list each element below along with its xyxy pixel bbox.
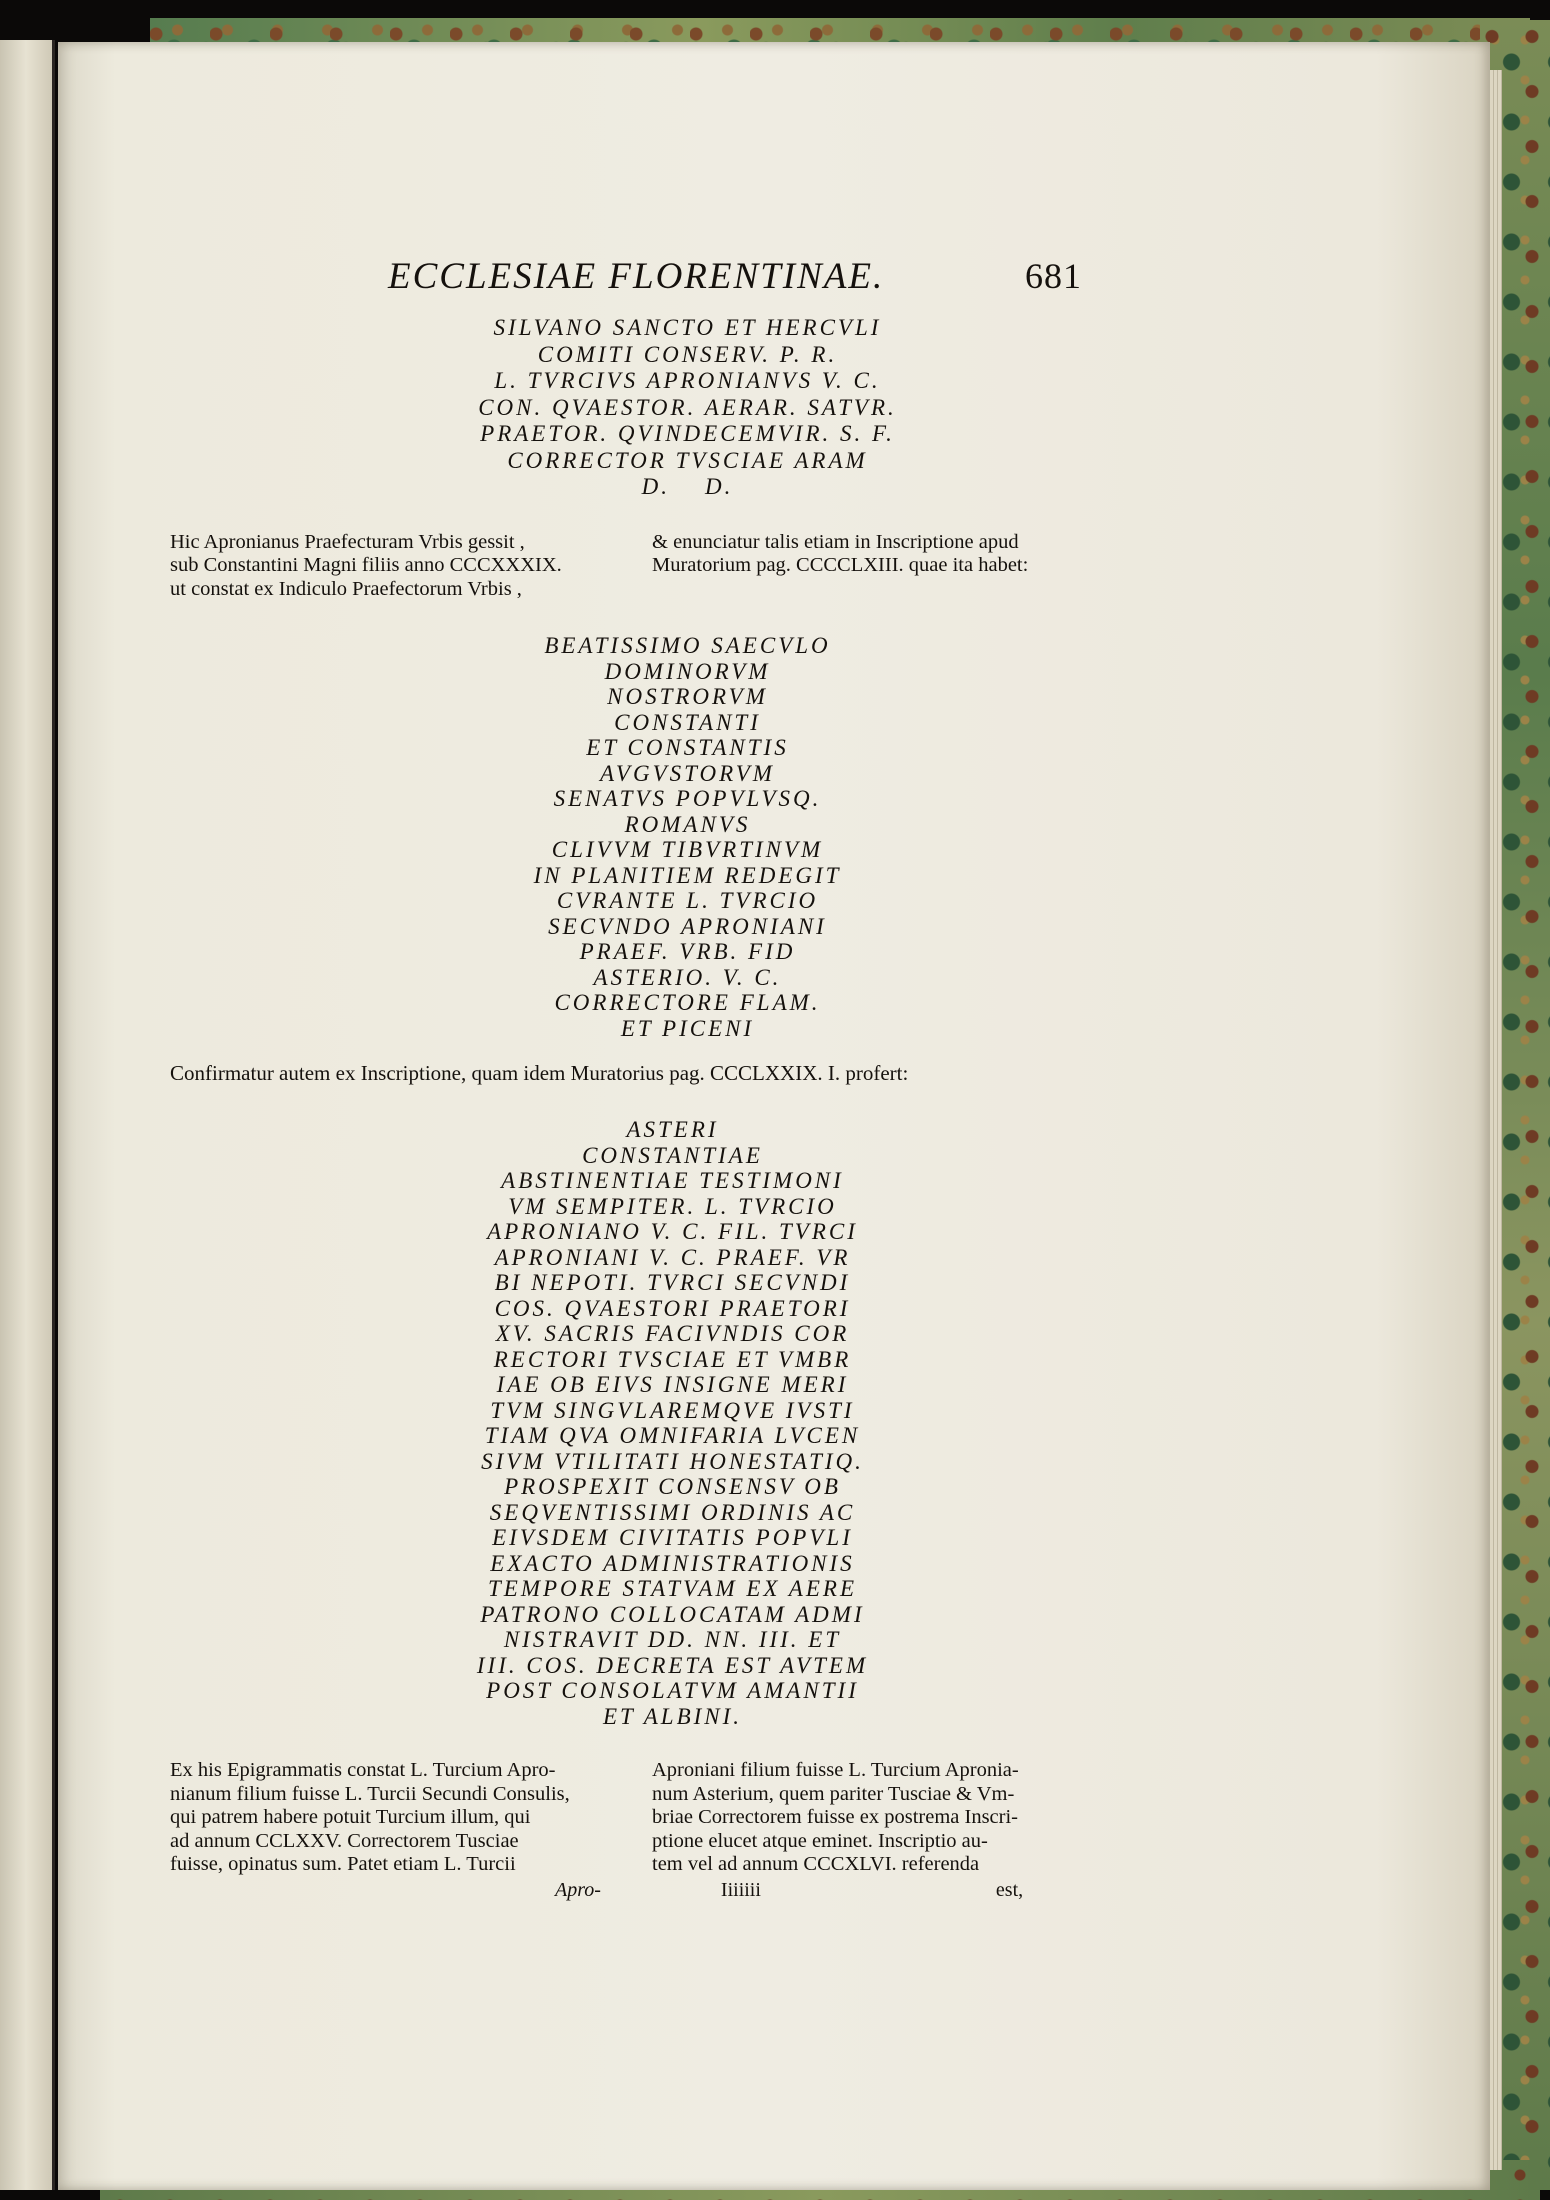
text-line: Muratorium pag. CCCCLXIII. quae ita habet: [652,554,1029,576]
signature-mark: Iiiiiii [720,1878,761,1901]
inscription-line: SECVNDO APRONIANI [548,913,827,939]
page-footer [170,1879,1120,1902]
inscription-line: III. COS. DECRETA EST AVTEM [476,1652,869,1678]
inscription-line: TIAM QVA OMNIFARIA LVCEN [484,1423,861,1448]
running-title: ECCLESIAE FLORENTINAE. [388,256,885,297]
inscription-asteri [225,1117,1120,1729]
text-line: qui patrem habere potuit Turcium illum, qui [170,1806,531,1828]
paragraph-left-column [170,531,625,602]
inscription-line: XV. SACRIS FACIVNDIS COR [495,1321,850,1346]
inscription-line: IN PLANITIEM REDEGIT [533,862,842,888]
inscription-line: PRAETOR. QVINDECEMVIR. S. F. [480,421,895,446]
inscription-line: CON. QVAESTOR. AERAR. SATVR. [478,394,897,420]
text-line: ut constat ex Indiculo Praefectorum Vrbis , [170,577,522,600]
inscription-line: VM SEMPITER. L. TVRCIO [508,1193,837,1219]
inscription-line: CORRECTORE FLAM. [554,990,821,1015]
inscription-line: ET ALBINI. [602,1703,743,1729]
catchword-right: est, [995,1878,1024,1901]
paragraph-apronianus [170,531,1120,602]
text-line: briae Correctorem fuisse ex postrema Inscri- [652,1806,1019,1828]
inscription-line: COS. QVAESTORI PRAETORI [494,1295,851,1321]
inscription-line: SIVM VTILITATI HONESTATIQ. [481,1448,864,1474]
inscription-line: EIVSDEM CIVITATIS POPVLI [492,1525,853,1550]
inscription-line: PATRONO COLLOCATAM ADMI [480,1601,865,1627]
inscription-line: ASTERI [626,1117,719,1142]
paragraph-left-column [170,1759,625,1877]
inscription-line: APRONIANI V. C. PRAEF. VR [494,1244,851,1270]
text-line: Ex his Epigrammatis constat L. Turcium Apro- [170,1759,556,1781]
inscription-line: TEMPORE STATVAM EX AERE [487,1576,857,1601]
paragraph-right-column [652,531,1120,602]
inscription-line: CORRECTOR TVSCIAE ARAM [507,447,868,473]
running-head [170,255,1120,305]
inscription-line: APRONIANO V. C. FIL. TVRCI [487,1219,858,1244]
page-number: 681 [1025,256,1082,296]
inscription-line: PROSPEXIT CONSENSV OB [504,1474,841,1499]
text-line: ad annum CCLXXV. Correctorem Tusciae [170,1829,519,1852]
previous-page-edge [0,40,55,2190]
text-line: fuisse, opinatus sum. Patet etiam L. Turcii [170,1853,516,1875]
inscription-line: NISTRAVIT DD. NN. III. ET [503,1627,842,1652]
inscription-beatissimo [255,633,1120,1041]
text-line: nianum filium fuisse L. Turcii Secundi Consulis, [170,1782,570,1805]
inscription-line: CONSTANTIAE [582,1142,763,1168]
text-line: & enunciatur talis etiam in Inscriptione apud [652,530,1019,553]
inscription-line: SEQVENTISSIMI ORDINIS AC [489,1499,856,1525]
inscription-line: POST CONSOLATVM AMANTII [486,1678,859,1703]
inscription-line: CONSTANTI [614,709,761,735]
text-line: Hic Apronianus Praefecturam Vrbis gessit , [170,530,525,553]
paragraph-right-column [652,1759,1120,1877]
inscription-line: BEATISSIMO SAECVLO [544,633,831,658]
inscription-line: AVGVSTORVM [600,760,775,786]
inscription-line: DOMINORVM [604,658,771,684]
inscription-line: EXACTO ADMINISTRATIONIS [490,1550,855,1576]
inscription-line: SILVANO SANCTO ET HERCVLI [493,315,882,340]
text-line: Aproniani filium fuisse L. Turcium Apronia- [652,1759,1019,1781]
inscription-line: NOSTRORVM [607,684,768,709]
inscription-line: TVM SINGVLAREMQVE IVSTI [490,1397,855,1423]
inscription-line: ABSTINENTIAE TESTIMONI [501,1168,844,1193]
inscription-line: PRAEF. VRB. FID [579,939,796,964]
text-line: ptione elucet atque eminet. Inscriptio au- [652,1829,988,1852]
page-content [170,255,1120,1902]
inscription-line: ASTERIO. V. C. [593,964,782,990]
inscription-line: CVRANTE L. TVRCIO [556,888,819,913]
inscription-line: CLIVVM TIBVRTINVM [551,837,824,862]
inscription-line: L. TVRCIVS APRONIANVS V. C. [494,368,881,393]
text-line: num Asterium, quem pariter Tusciae & Vm- [652,1782,1015,1805]
inscription-line: ROMANVS [624,811,751,837]
inscription-line: D. D. [641,474,734,499]
paragraph-epigrammatis [170,1759,1120,1877]
inscription-line: IAE OB EIVS INSIGNE MERI [496,1372,849,1397]
inscription-line: RECTORI TVSCIAE ET VMBR [493,1346,852,1372]
paragraph-confirmatur: Confirmatur autem ex Inscriptione, quam idem Muratorius pag. CCCLXXIX. I. profert: [170,1061,909,1085]
catchword-left: Apro- [555,1878,601,1901]
text-line: tem vel ad annum CCCXLVI. referenda [652,1853,980,1875]
text-line: sub Constantini Magni filiis anno CCCXXXIX. [170,554,562,576]
inscription-line: SENATVS POPVLVSQ. [553,786,822,811]
inscription-silvano [255,315,1120,501]
inscription-line: BI NEPOTI. TVRCI SECVNDI [494,1270,851,1295]
inscription-line: COMITI CONSERV. P. R. [537,341,838,367]
inscription-line: ET PICENI [620,1015,755,1041]
inscription-line: ET CONSTANTIS [586,735,789,760]
